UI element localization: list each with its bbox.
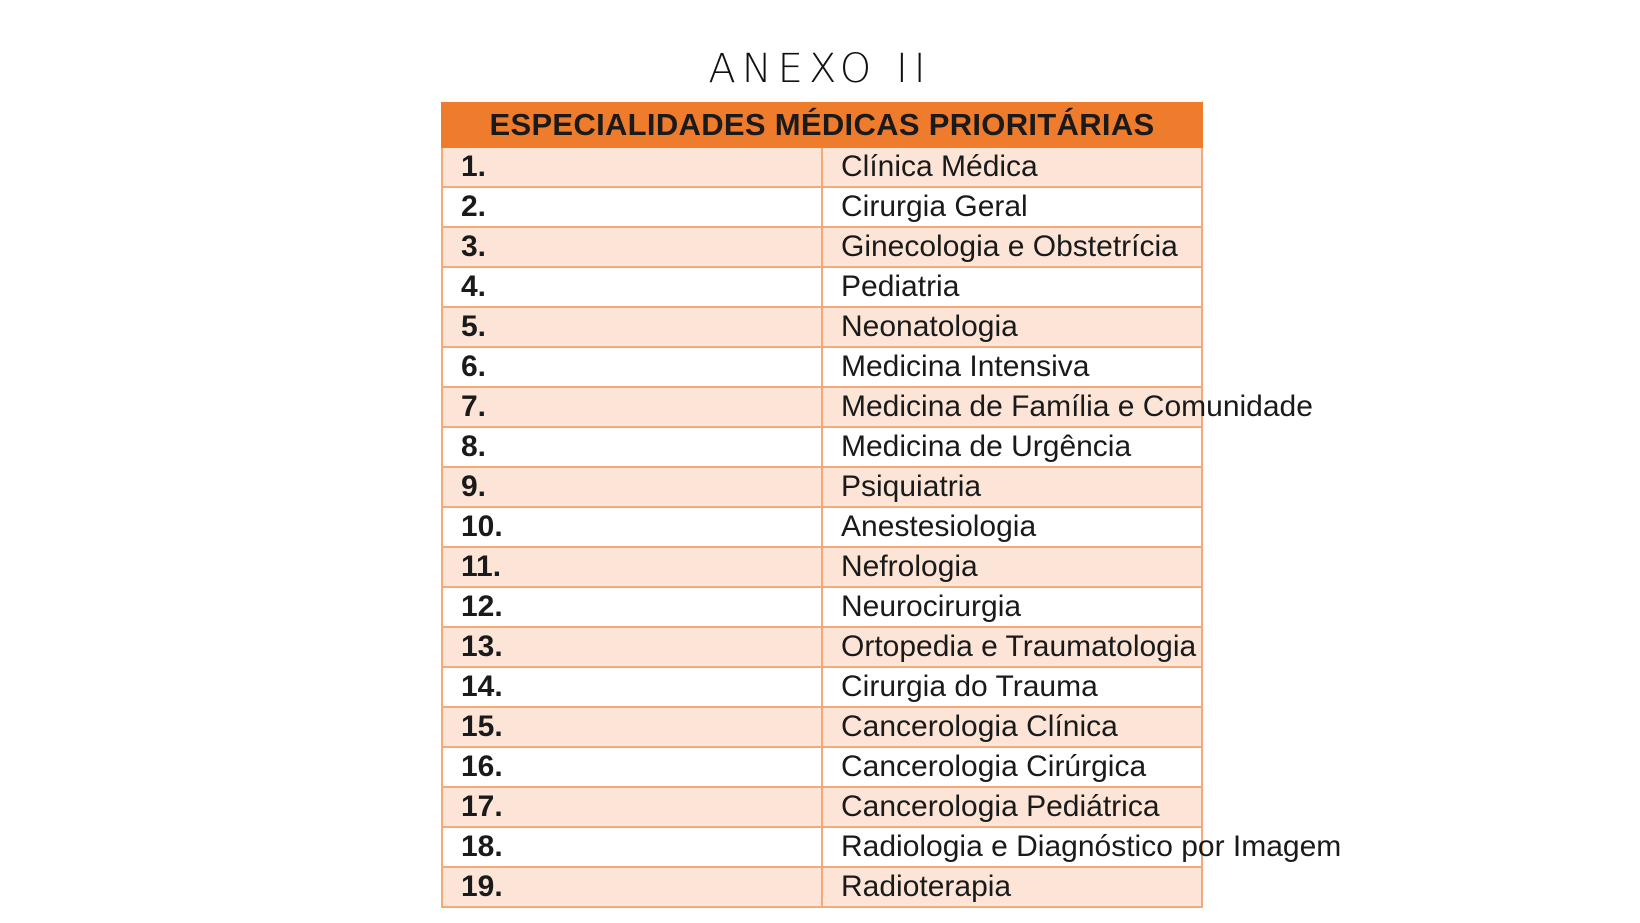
specialty-name: Pediatria xyxy=(822,267,1202,307)
row-number: 2. xyxy=(442,187,822,227)
specialties-table-container xyxy=(441,102,1342,908)
table-row xyxy=(442,747,1202,787)
specialty-name: Psiquiatria xyxy=(822,467,1202,507)
table-row xyxy=(442,147,1202,187)
row-number: 6. xyxy=(442,347,822,387)
specialty-name: Ginecologia e Obstetrícia xyxy=(822,227,1202,267)
specialty-name: Nefrologia xyxy=(822,547,1202,587)
table-row xyxy=(442,187,1202,227)
specialty-name: Medicina Intensiva xyxy=(822,347,1202,387)
specialty-name: Cirurgia Geral xyxy=(822,187,1202,227)
row-number: 4. xyxy=(442,267,822,307)
table-row xyxy=(442,587,1202,627)
table-header: ESPECIALIDADES MÉDICAS PRIORITÁRIAS xyxy=(442,103,1202,147)
table-row xyxy=(442,827,1202,867)
table-row xyxy=(442,387,1202,427)
specialty-name: Cancerologia Clínica xyxy=(822,707,1202,747)
row-number: 15. xyxy=(442,707,822,747)
specialty-name: Cancerologia Pediátrica xyxy=(822,787,1202,827)
specialty-name: Cancerologia Cirúrgica xyxy=(822,747,1202,787)
table-body xyxy=(442,147,1342,907)
specialty-name: Medicina de Família e Comunidade xyxy=(822,387,1202,427)
row-number: 10. xyxy=(442,507,822,547)
row-number: 13. xyxy=(442,627,822,667)
row-number: 7. xyxy=(442,387,822,427)
specialty-name: Clínica Médica xyxy=(822,147,1202,187)
row-number: 18. xyxy=(442,827,822,867)
row-number: 11. xyxy=(442,547,822,587)
table-row xyxy=(442,347,1202,387)
specialty-name: Radioterapia xyxy=(822,867,1202,907)
table-row xyxy=(442,427,1202,467)
row-number: 9. xyxy=(442,467,822,507)
specialty-name: Medicina de Urgência xyxy=(822,427,1202,467)
row-number: 14. xyxy=(442,667,822,707)
row-number: 19. xyxy=(442,867,822,907)
table-row xyxy=(442,307,1202,347)
table-row xyxy=(442,467,1202,507)
row-number: 1. xyxy=(442,147,822,187)
table-row xyxy=(442,627,1202,667)
specialty-name: Radiologia e Diagnóstico por Imagem xyxy=(822,827,1202,867)
table-row xyxy=(442,547,1202,587)
specialty-name: Neurocirurgia xyxy=(822,587,1202,627)
table-header-row xyxy=(442,103,1202,147)
table-row xyxy=(442,267,1202,307)
specialty-name: Neonatologia xyxy=(822,307,1202,347)
specialties-table xyxy=(441,102,1342,908)
specialty-name: Cirurgia do Trauma xyxy=(822,667,1202,707)
table-row xyxy=(442,507,1202,547)
page-title: ANEXO II xyxy=(708,46,932,92)
table-row xyxy=(442,667,1202,707)
table-row xyxy=(442,707,1202,747)
table-row xyxy=(442,227,1202,267)
table-row xyxy=(442,787,1202,827)
row-number: 3. xyxy=(442,227,822,267)
row-number: 5. xyxy=(442,307,822,347)
row-number: 12. xyxy=(442,587,822,627)
row-number: 16. xyxy=(442,747,822,787)
specialty-name: Ortopedia e Traumatologia xyxy=(822,627,1202,667)
table-row xyxy=(442,867,1202,907)
row-number: 8. xyxy=(442,427,822,467)
specialty-name: Anestesiologia xyxy=(822,507,1202,547)
row-number: 17. xyxy=(442,787,822,827)
